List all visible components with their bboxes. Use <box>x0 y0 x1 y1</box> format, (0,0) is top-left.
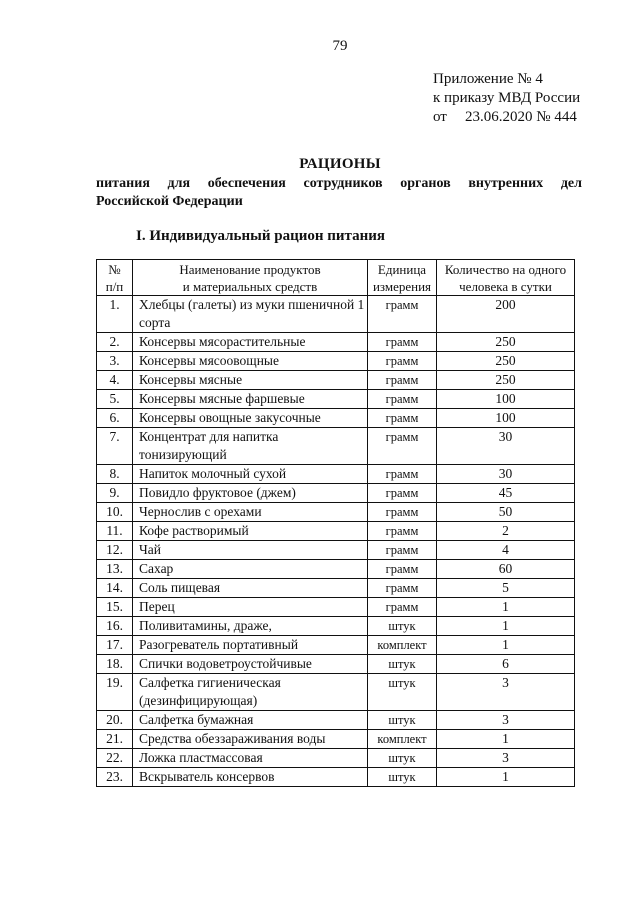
table-row <box>97 390 575 409</box>
subtitle-line-1 <box>96 175 582 193</box>
appendix-line: Приложение № 4 <box>433 71 543 87</box>
row-quantity: 250 <box>437 352 575 371</box>
row-name: Спички водоветроустойчивые <box>133 655 368 674</box>
row-number: 18. <box>97 655 133 674</box>
table-row <box>97 730 575 749</box>
row-number: 15. <box>97 598 133 617</box>
row-name: Консервы мясорастительные <box>133 333 368 352</box>
row-name: Кофе растворимый <box>133 522 368 541</box>
ration-table <box>96 259 575 787</box>
row-number: 20. <box>97 711 133 730</box>
row-unit: грамм <box>368 503 437 522</box>
header-name: Наименование продуктов и материальных средств <box>133 260 368 296</box>
row-quantity: 1 <box>437 730 575 749</box>
row-name: Повидло фруктовое (джем) <box>133 484 368 503</box>
row-quantity: 30 <box>437 428 575 465</box>
row-unit: штук <box>368 674 437 711</box>
date-prefix: от <box>433 109 447 125</box>
row-name: Чай <box>133 541 368 560</box>
row-name: Салфетка гигиеническая (дезинфицирующая) <box>133 674 368 711</box>
table-row <box>97 371 575 390</box>
row-number: 10. <box>97 503 133 522</box>
row-quantity: 100 <box>437 409 575 428</box>
table-row <box>97 503 575 522</box>
row-quantity: 200 <box>437 296 575 333</box>
table-row <box>97 768 575 787</box>
row-number: 1. <box>97 296 133 333</box>
row-name: Поливитамины, драже, <box>133 617 368 636</box>
row-quantity: 60 <box>437 560 575 579</box>
row-unit: грамм <box>368 560 437 579</box>
section-heading: I. Индивидуальный рацион питания <box>136 228 385 244</box>
subtitle-word: для <box>167 176 191 191</box>
row-name: Разогреватель портативный <box>133 636 368 655</box>
row-number: 12. <box>97 541 133 560</box>
row-name: Консервы овощные закусочные <box>133 409 368 428</box>
row-unit: грамм <box>368 390 437 409</box>
subtitle-word: органов <box>400 176 451 191</box>
row-quantity: 1 <box>437 768 575 787</box>
table-row <box>97 749 575 768</box>
subtitle-word: дел <box>560 176 582 191</box>
subtitle-word: питания <box>96 176 150 191</box>
row-name: Перец <box>133 598 368 617</box>
row-name: Вскрыватель консервов <box>133 768 368 787</box>
row-number: 16. <box>97 617 133 636</box>
table-row <box>97 484 575 503</box>
appendix-block <box>433 70 580 127</box>
row-quantity: 6 <box>437 655 575 674</box>
row-quantity: 45 <box>437 484 575 503</box>
table-row <box>97 711 575 730</box>
subtitle-word: сотрудников <box>303 176 383 191</box>
row-unit: штук <box>368 711 437 730</box>
row-quantity: 30 <box>437 465 575 484</box>
row-unit: грамм <box>368 598 437 617</box>
row-unit: грамм <box>368 579 437 598</box>
row-unit: комплект <box>368 636 437 655</box>
subtitle-word: внутренних <box>468 176 544 191</box>
subtitle-line-2: Российской Федерации <box>96 194 243 209</box>
page-number: 79 <box>332 38 348 54</box>
table-row <box>97 333 575 352</box>
table-row <box>97 428 575 465</box>
row-number: 23. <box>97 768 133 787</box>
order-date-line <box>433 108 580 127</box>
table-row <box>97 541 575 560</box>
row-unit: грамм <box>368 465 437 484</box>
row-quantity: 3 <box>437 674 575 711</box>
row-name: Соль пищевая <box>133 579 368 598</box>
order-number: 444 <box>554 109 577 125</box>
row-name: Ложка пластмассовая <box>133 749 368 768</box>
table-row <box>97 560 575 579</box>
table-row <box>97 409 575 428</box>
row-unit: штук <box>368 749 437 768</box>
row-quantity: 3 <box>437 749 575 768</box>
header-quantity: Количество на одного человека в сутки <box>437 260 575 296</box>
row-number: 2. <box>97 333 133 352</box>
row-quantity: 3 <box>437 711 575 730</box>
row-name: Консервы мясные <box>133 371 368 390</box>
table-row <box>97 579 575 598</box>
row-quantity: 50 <box>437 503 575 522</box>
table-row <box>97 598 575 617</box>
row-quantity: 4 <box>437 541 575 560</box>
row-number: 4. <box>97 371 133 390</box>
row-name: Салфетка бумажная <box>133 711 368 730</box>
row-quantity: 100 <box>437 390 575 409</box>
row-number: 17. <box>97 636 133 655</box>
table-row <box>97 674 575 711</box>
row-name: Сахар <box>133 560 368 579</box>
row-unit: грамм <box>368 484 437 503</box>
row-unit: грамм <box>368 296 437 333</box>
row-number: 9. <box>97 484 133 503</box>
row-name: Чернослив с орехами <box>133 503 368 522</box>
header-unit: Единица измерения <box>368 260 437 296</box>
row-number: 5. <box>97 390 133 409</box>
row-name: Концентрат для напитка тонизирующий <box>133 428 368 465</box>
table-row <box>97 352 575 371</box>
row-quantity: 250 <box>437 333 575 352</box>
row-unit: штук <box>368 768 437 787</box>
row-number: 3. <box>97 352 133 371</box>
row-name: Напиток молочный сухой <box>133 465 368 484</box>
row-unit: грамм <box>368 522 437 541</box>
row-name: Средства обеззараживания воды <box>133 730 368 749</box>
row-unit: штук <box>368 655 437 674</box>
row-number: 14. <box>97 579 133 598</box>
row-unit: грамм <box>368 541 437 560</box>
order-reference: к приказу МВД России <box>433 90 581 106</box>
number-sign: № <box>536 109 551 125</box>
row-unit: грамм <box>368 371 437 390</box>
row-unit: грамм <box>368 333 437 352</box>
row-quantity: 1 <box>437 598 575 617</box>
row-number: 19. <box>97 674 133 711</box>
subtitle-word: обеспечения <box>207 176 286 191</box>
row-quantity: 250 <box>437 371 575 390</box>
table-row <box>97 465 575 484</box>
row-number: 22. <box>97 749 133 768</box>
row-name: Хлебцы (галеты) из муки пшеничной 1 сорта <box>133 296 368 333</box>
row-unit: грамм <box>368 352 437 371</box>
document-title: РАЦИОНЫ <box>299 156 381 172</box>
table-header-row <box>97 260 575 296</box>
row-name: Консервы мясоовощные <box>133 352 368 371</box>
row-number: 7. <box>97 428 133 465</box>
row-unit: штук <box>368 617 437 636</box>
header-number: № п/п <box>97 260 133 296</box>
row-number: 8. <box>97 465 133 484</box>
row-name: Консервы мясные фаршевые <box>133 390 368 409</box>
row-quantity: 1 <box>437 636 575 655</box>
row-number: 13. <box>97 560 133 579</box>
row-quantity: 2 <box>437 522 575 541</box>
row-unit: грамм <box>368 409 437 428</box>
row-number: 6. <box>97 409 133 428</box>
row-quantity: 5 <box>437 579 575 598</box>
order-date: 23.06.2020 <box>465 109 533 125</box>
document-subtitle <box>96 175 582 211</box>
row-unit: комплект <box>368 730 437 749</box>
table-row <box>97 617 575 636</box>
table-row <box>97 522 575 541</box>
row-unit: грамм <box>368 428 437 465</box>
row-quantity: 1 <box>437 617 575 636</box>
table-row <box>97 296 575 333</box>
table-row <box>97 636 575 655</box>
row-number: 21. <box>97 730 133 749</box>
row-number: 11. <box>97 522 133 541</box>
table-row <box>97 655 575 674</box>
